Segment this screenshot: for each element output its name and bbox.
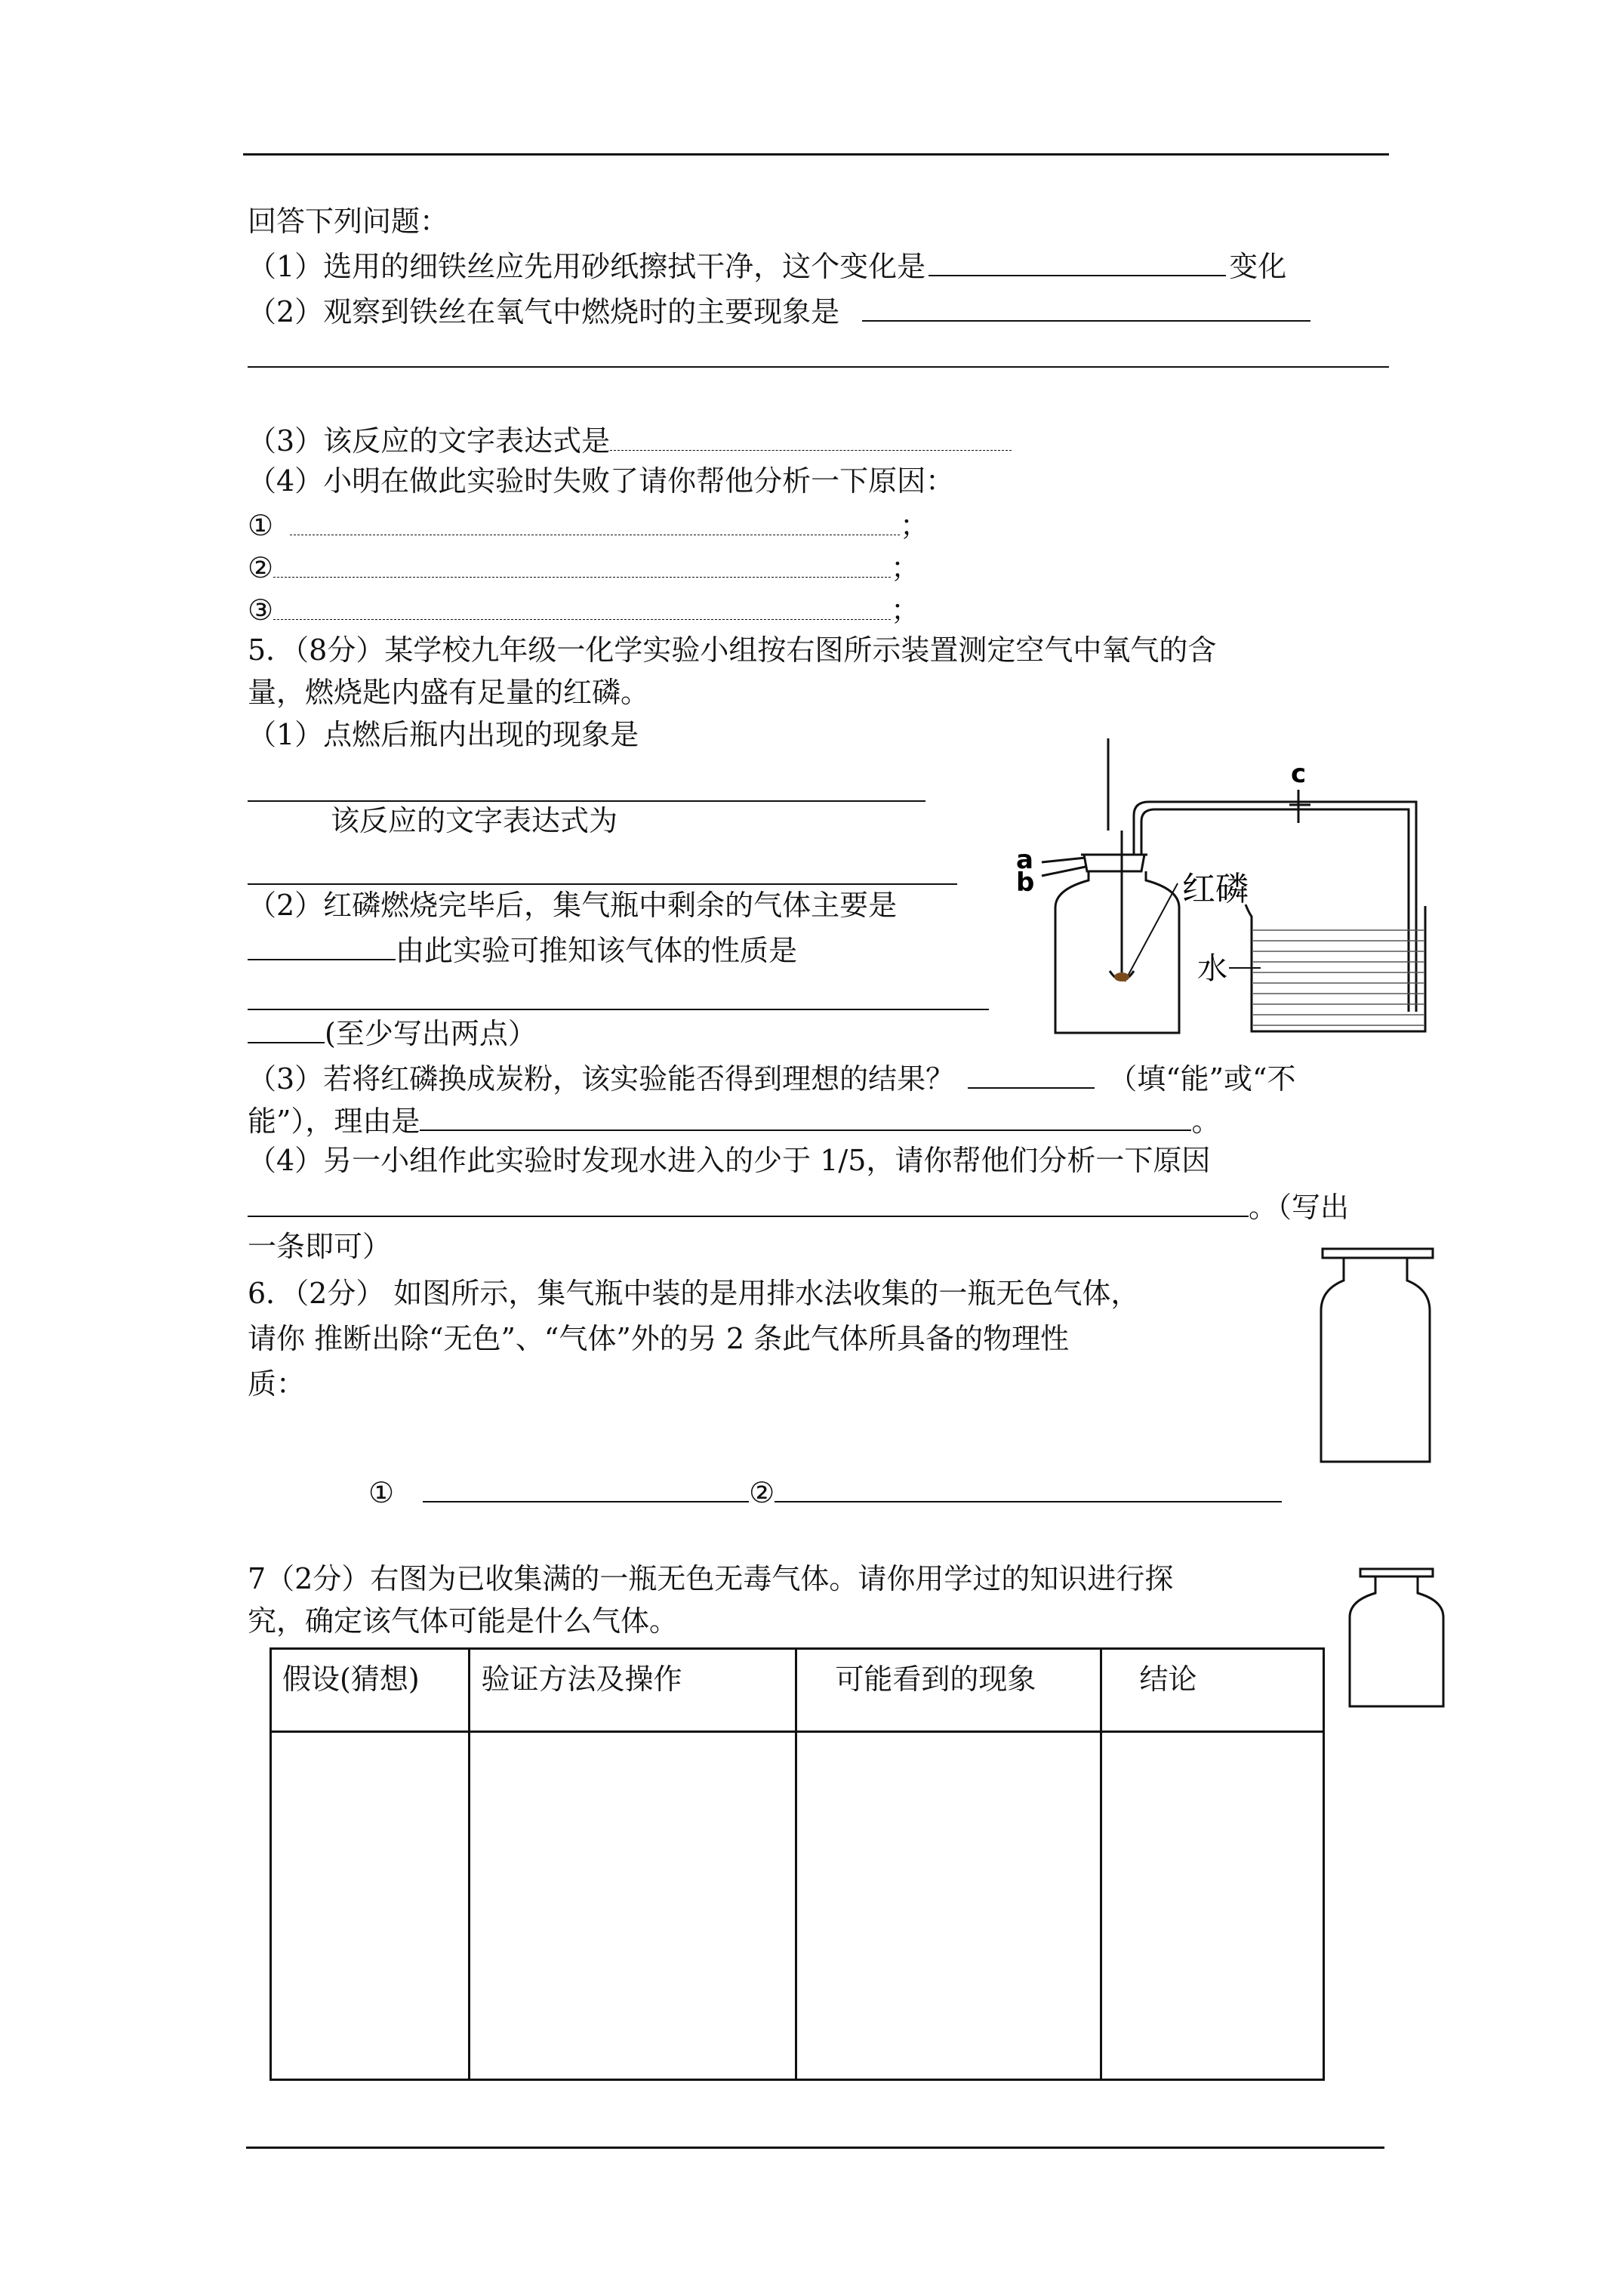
marker-2: ②: [749, 1476, 775, 1509]
red-phosphorus: [1114, 972, 1129, 982]
answer-rule[interactable]: [248, 1009, 989, 1010]
answer-blank[interactable]: [968, 1057, 1095, 1089]
table-header-conclusion: 结论: [1101, 1649, 1323, 1732]
answer-blank[interactable]: [273, 547, 891, 578]
q5-3b: [248, 1099, 1220, 1140]
gas-bottle-figure-q7: [1341, 1563, 1452, 1714]
bottle-lid: [1323, 1249, 1433, 1258]
marker-1: ①: [368, 1476, 395, 1509]
table-header-hypothesis: 假设(猜想): [271, 1649, 470, 1732]
gas-bottle: [1055, 871, 1179, 1033]
q4-2-text: （2）观察到铁丝在氧气中燃烧时的主要现象是: [248, 295, 840, 328]
q6-line-3: 质：: [248, 1367, 306, 1401]
table-cell[interactable]: [470, 1732, 796, 2080]
answer-blank[interactable]: [248, 929, 396, 960]
table-cell[interactable]: [271, 1732, 470, 2080]
answer-blank[interactable]: [248, 1185, 1249, 1217]
water: [1253, 930, 1424, 1025]
table-header-phenomenon: 可能看到的现象: [796, 1649, 1101, 1732]
q5-4b-suffix: 。（写出: [1249, 1191, 1350, 1224]
stopper: [1084, 855, 1144, 871]
exploration-table: [269, 1647, 1325, 2081]
gas-bottle-figure-q6: [1313, 1244, 1442, 1471]
q4-3-text: （3）该反应的文字表达式是: [248, 424, 611, 458]
header-rule: [243, 153, 1389, 156]
answer-blank[interactable]: [273, 589, 891, 620]
bottle-body: [1321, 1258, 1430, 1462]
q4-3: [248, 420, 1012, 460]
marker-3: ③: [248, 593, 274, 627]
q5-3a-text: （3）若将红磷换成炭粉，该实验能否得到理想的结果？: [248, 1062, 955, 1096]
reason-1: [248, 504, 929, 544]
answer-rule[interactable]: [248, 883, 957, 885]
beaker: [1246, 905, 1425, 1031]
q5-3a-suffix: （填“能”或“不: [1108, 1062, 1296, 1096]
answer-blank[interactable]: [862, 290, 1310, 322]
semicolon: ；: [891, 551, 920, 584]
q5-4c: 一条即可）: [248, 1230, 392, 1263]
marker-1: ①: [248, 509, 274, 542]
q5-2b: [248, 929, 797, 969]
q7-line-2: 究，确定该气体可能是什么气体。: [248, 1604, 679, 1638]
q4-1-text: （1）选用的细铁丝应先用砂纸擦拭干净，这个变化是: [248, 250, 926, 283]
intro-text: 回答下列问题：: [248, 205, 449, 238]
q4-1-suffix: 变化: [1229, 250, 1287, 283]
q5-3b-text: 能”），理由是: [248, 1105, 420, 1138]
q6-answers: [368, 1471, 1282, 1512]
q6-line-2: 请你 推断出除“无色”、“气体”外的另 2 条此气体所具备的物理性: [248, 1322, 1070, 1355]
q5-title-2: 量，燃烧匙内盛有足量的红磷。: [248, 676, 650, 709]
q7-title: 7（2分）右图为已收集满的一瓶无色无毒气体。请你用学过的知识进行探: [248, 1562, 1174, 1595]
answer-rule[interactable]: [248, 366, 1389, 368]
label-water: 水: [1197, 951, 1227, 986]
answer-blank[interactable]: [248, 1012, 325, 1043]
bottle-body: [1350, 1576, 1443, 1706]
q5-3b-suffix: 。: [1191, 1105, 1221, 1138]
answer-blank[interactable]: [420, 1099, 1191, 1131]
label-c: c: [1291, 759, 1307, 789]
q6-title: 6．（2分） 如图所示，集气瓶中装的是用排水法收集的一瓶无色气体，: [248, 1277, 1140, 1310]
label-red-phosphorus: 红磷: [1182, 870, 1249, 908]
table-cell[interactable]: [1101, 1732, 1323, 2080]
q5-1: （1）点燃后瓶内出现的现象是: [248, 718, 639, 751]
semicolon: ；: [891, 593, 920, 627]
q4-4: （4）小明在做此实验时失败了请你帮他分析一下原因：: [248, 464, 955, 498]
tube-down: [1307, 802, 1416, 1012]
q5-title: 5．（8分）某学校九年级一化学实验小组按右图所示装置测定空气中氧气的含: [248, 633, 1217, 667]
q5-4b: [248, 1185, 1349, 1226]
reason-2: [248, 547, 919, 587]
answer-blank[interactable]: [775, 1471, 1282, 1502]
q5-2a: （2）红磷燃烧完毕后，集气瓶中剩余的气体主要是: [248, 889, 898, 922]
q5-1b: 该反应的文字表达式为: [331, 804, 618, 837]
apparatus-figure: [1012, 732, 1434, 1042]
label-a: a: [1016, 845, 1033, 875]
q5-3a: [248, 1057, 1295, 1098]
bottle-lid: [1360, 1569, 1433, 1576]
table-cell[interactable]: [796, 1732, 1101, 2080]
answer-blank[interactable]: [423, 1471, 749, 1502]
q5-2b-text: 由此实验可推知该气体的性质是: [396, 934, 798, 967]
label-b: b: [1016, 868, 1035, 898]
table-header-method: 验证方法及操作: [470, 1649, 796, 1732]
reason-3: [248, 589, 919, 629]
q5-2c-text: (至少写出两点）: [325, 1017, 537, 1050]
answer-blank[interactable]: [290, 504, 900, 535]
q4-1: [248, 245, 1286, 285]
marker-2: ②: [248, 551, 274, 584]
semicolon: ；: [900, 509, 929, 542]
answer-blank[interactable]: [929, 245, 1226, 276]
footer-rule: [246, 2147, 1384, 2149]
q5-4: （4）另一小组作此实验时发现水进入的少于 1/5，请你帮他们分析一下原因: [248, 1144, 1211, 1177]
q4-2: [248, 290, 1310, 331]
q5-2c: [248, 1012, 537, 1052]
answer-blank[interactable]: [610, 420, 1012, 451]
